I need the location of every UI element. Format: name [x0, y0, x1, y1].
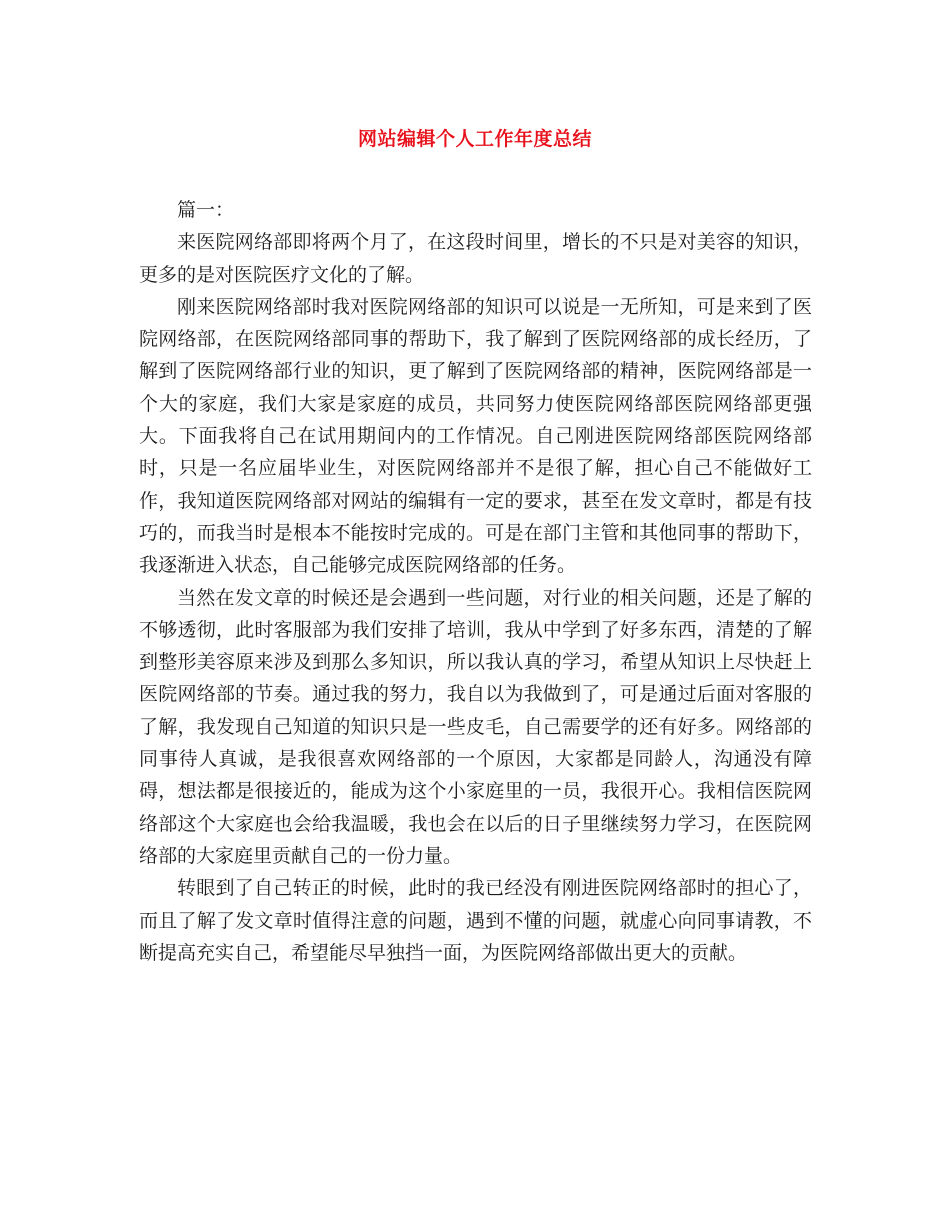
body-paragraph: 刚来医院网络部时我对医院网络部的知识可以说是一无所知，可是来到了医院网络部，在医院网络部同事的帮助下，我了解到了医院网络部的成长经历，了解到了医院网络部行业的知识，更了解到了医院网络部的精神，医院网络部是一个大的家庭，我们大家是家庭的成员，共同努力使医院网络部医院网络部更强大。下面我将自己在试用期间内的工作情况。自己刚进医院网络部医院网络部时，只是一名应届毕业生，对医院网络部并不是很了解，担心自己不能做好工作，我知道医院网络部对网站的编辑有一定的要求，甚至在发文章时，都是有技巧的，而我当时是根本不能按时完成的。可是在部门主管和其他同事的帮助下，我逐渐进入状态，自己能够完成医院网络部的任务。 — [139, 295, 812, 577]
body-paragraph: 转眼到了自己转正的时候，此时的我已经没有刚进医院网络部时的担心了，而且了解了发文章时值得注意的问题，遇到不懂的问题，就虚心向同事请教，不断提高充实自己，希望能尽早独挡一面，为医院网络部做出更大的贡献。 — [139, 877, 812, 964]
body-paragraph: 来医院网络部即将两个月了，在这段时间里，增长的不只是对美容的知识，更多的是对医院医疗文化的了解。 — [139, 231, 812, 286]
section-label: 篇一： — [177, 199, 235, 221]
document-body — [139, 194, 812, 969]
body-paragraph: 当然在发文章的时候还是会遇到一些问题，对行业的相关问题，还是了解的不够透彻，此时客服部为我们安排了培训，我从中学到了好多东西，清楚的了解到整形美容原来涉及到那么多知识，所以我认真的学习，希望从知识上尽快赶上医院网络部的节奏。通过我的努力，我自以为我做到了，可是通过后面对客服的了解，我发现自己知道的知识只是一些皮毛，自己需要学的还有好多。网络部的同事待人真诚，是我很喜欢网络部的一个原因，大家都是同龄人，沟通没有障碍，想法都是很接近的，能成为这个小家庭里的一员，我很开心。我相信医院网络部这个大家庭也会给我温暖，我也会在以后的日子里继续努力学习，在医院网络部的大家庭里贡献自己的一份力量。 — [139, 586, 812, 867]
document-title: 网站编辑个人工作年度总结 — [357, 128, 592, 150]
